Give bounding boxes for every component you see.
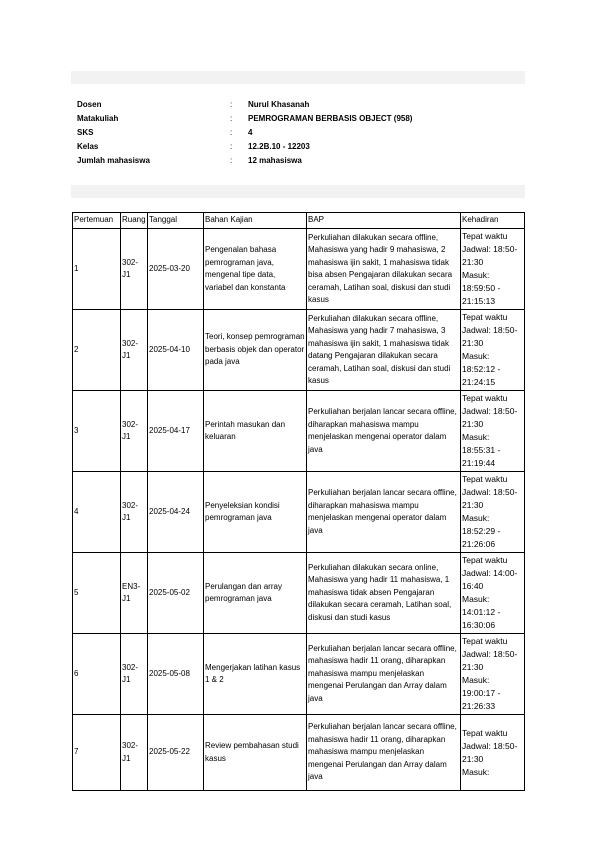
cell-kehadiran: [461, 310, 525, 391]
cell-pertemuan: 2: [73, 310, 121, 391]
kehadiran-status: Tepat waktu: [462, 393, 508, 403]
cell-bahan: Teori, konsep pemrograman berbasis objek dan operator pada java: [204, 310, 307, 391]
col-header-kehadiran: Kehadiran: [461, 213, 525, 229]
cell-tanggal: 2025-04-24: [148, 472, 204, 553]
cell-kehadiran: [461, 553, 525, 634]
kehadiran-jadwal: Jadwal: 18:50-21:30: [462, 244, 518, 267]
table-row: [73, 634, 525, 715]
cell-tanggal: 2025-05-22: [148, 715, 204, 791]
cell-bahan: Review pembahasan studi kasus: [204, 715, 307, 791]
table-row: [73, 310, 525, 391]
cell-bahan: Pengenalan bahasa pemrograman java, mengenal tipe data, variabel dan konstanta: [204, 229, 307, 310]
cell-tanggal: 2025-04-10: [148, 310, 204, 391]
col-header-tanggal: Tanggal: [148, 213, 204, 229]
cell-pertemuan: 7: [73, 715, 121, 791]
cell-bap: Perkuliahan dilakukan secara offline, Mahasiswa yang hadir 9 mahasiswa, 2 mahasiswa ijin sakit, 1 mahasiswa tidak bisa absen Pengajaran dilakukan secara ceramah, Latihan soal, diskusi dan studi kasus: [307, 229, 461, 310]
col-header-bap: BAP: [307, 213, 461, 229]
cell-bap: Perkuliahan berjalan lancar secara offline, mahasiswa hadir 11 orang, diharapkan mahasiswa mampu menjelaskan mengenai Perulangan dan Array dalam java: [307, 634, 461, 715]
kehadiran-status: Tepat waktu: [462, 636, 508, 646]
cell-kehadiran: [461, 391, 525, 472]
cell-bahan: Mengerjakan latihan kasus 1 & 2: [204, 634, 307, 715]
kehadiran-status: Tepat waktu: [462, 312, 508, 322]
cell-bahan: Perulangan dan array pemrograman java: [204, 553, 307, 634]
cell-pertemuan: 3: [73, 391, 121, 472]
kehadiran-masuk: Masuk: 18:55:31 - 21:19:44: [462, 432, 501, 468]
cell-bap: Perkuliahan dilakukan secara online, Mahasiswa yang hadir 11 mahasiswa, 1 mahasiswa tidak absen Pengajaran dilakukan secara ceramah, Latihan soal, diskusi dan studi kasus: [307, 553, 461, 634]
kehadiran-status: Tepat waktu: [462, 231, 508, 241]
col-header-bahan: Bahan Kajian: [204, 213, 307, 229]
cell-pertemuan: 4: [73, 472, 121, 553]
cell-kehadiran: [461, 229, 525, 310]
header-band-bottom: [71, 185, 525, 198]
col-header-pertemuan: Pertemuan: [73, 213, 121, 229]
info-value: Nurul Khasanah: [248, 100, 310, 109]
info-value: 4: [248, 128, 253, 137]
kehadiran-masuk: Masuk: 18:52:29 - 21:26:06: [462, 513, 501, 549]
kehadiran-jadwal: Jadwal: 18:50-21:30: [462, 325, 518, 348]
info-value: PEMROGRAMAN BERBASIS OBJECT (958): [248, 114, 413, 123]
cell-pertemuan: 1: [73, 229, 121, 310]
kehadiran-status: Tepat waktu: [462, 474, 508, 484]
table-row: [73, 391, 525, 472]
col-header-ruang: Ruang: [121, 213, 148, 229]
info-colon: :: [230, 156, 233, 165]
kehadiran-status: Tepat waktu: [462, 727, 508, 738]
cell-bap: Perkuliahan berjalan lancar secara offline, mahasiswa hadir 11 orang, diharapkan mahasiswa mampu menjelaskan mengenai Perulangan dan Array dalam java: [307, 715, 461, 791]
table-row: [73, 472, 525, 553]
info-label: Jumlah mahasiswa: [77, 156, 150, 165]
kehadiran-jadwal: Jadwal: 18:50-21:30: [462, 406, 518, 429]
kehadiran-masuk: Masuk: 18:52:12 - 21:24:15: [462, 351, 501, 387]
kehadiran-masuk: Masuk:: [462, 766, 490, 777]
cell-kehadiran: [461, 634, 525, 715]
cell-ruang: 302-J1: [121, 229, 148, 310]
kehadiran-masuk: Masuk: 18:59:50 - 21:15:13: [462, 270, 501, 306]
cell-tanggal: 2025-04-17: [148, 391, 204, 472]
info-label: Dosen: [77, 100, 102, 109]
info-colon: :: [230, 100, 233, 109]
attendance-table: [72, 212, 525, 791]
table-header-row: [73, 213, 525, 229]
cell-ruang: 302-J1: [121, 391, 148, 472]
table-row: [73, 715, 525, 791]
cell-pertemuan: 5: [73, 553, 121, 634]
info-colon: :: [230, 128, 233, 137]
cell-tanggal: 2025-03-20: [148, 229, 204, 310]
cell-kehadiran: [461, 715, 525, 791]
kehadiran-status: Tepat waktu: [462, 555, 508, 565]
info-colon: :: [230, 114, 233, 123]
kehadiran-jadwal: Jadwal: 18:50-21:30: [462, 649, 518, 672]
table-row: [73, 553, 525, 634]
kehadiran-jadwal: Jadwal: 14:00-16:40: [462, 568, 518, 591]
kehadiran-jadwal: Jadwal: 18:50-21:30: [462, 487, 518, 510]
info-label: Matakuliah: [77, 114, 119, 123]
cell-tanggal: 2025-05-08: [148, 634, 204, 715]
cell-tanggal: 2025-05-02: [148, 553, 204, 634]
info-value: 12.2B.10 - 12203: [248, 142, 310, 151]
cell-ruang: 302-J1: [121, 715, 148, 791]
cell-ruang: 302-J1: [121, 634, 148, 715]
kehadiran-masuk: Masuk: 19:00:17 - 21:26:33: [462, 675, 501, 711]
table-row: [73, 229, 525, 310]
cell-ruang: 302-J1: [121, 310, 148, 391]
info-colon: :: [230, 142, 233, 151]
cell-ruang: EN3-J1: [121, 553, 148, 634]
cell-bap: Perkuliahan berjalan lancar secara offline, diharapkan mahasiswa mampu menjelaskan mengenai operator dalam java: [307, 472, 461, 553]
cell-pertemuan: 6: [73, 634, 121, 715]
cell-bahan: Penyeleksian kondisi pemrograman java: [204, 472, 307, 553]
info-label: SKS: [77, 128, 94, 137]
cell-bap: Perkuliahan dilakukan secara offline, Mahasiswa yang hadir 7 mahasiswa, 3 mahasiswa ijin sakit, 1 mahasiswa tidak datang Pengajaran dilakukan secara ceramah, Latihan soal, diskusi dan studi kasus: [307, 310, 461, 391]
kehadiran-masuk: Masuk: 14:01:12 - 16:30:06: [462, 594, 501, 630]
header-band-top: [71, 71, 525, 84]
cell-bap: Perkuliahan berjalan lancar secara offline, diharapkan mahasiswa mampu menjelaskan mengenai operator dalam java: [307, 391, 461, 472]
kehadiran-jadwal: Jadwal: 18:50-21:30: [462, 740, 518, 764]
cell-bahan: Perintah masukan dan keluaran: [204, 391, 307, 472]
cell-kehadiran: [461, 472, 525, 553]
cell-ruang: 302-J1: [121, 472, 148, 553]
info-label: Kelas: [77, 142, 99, 151]
info-value: 12 mahasiswa: [248, 156, 302, 165]
